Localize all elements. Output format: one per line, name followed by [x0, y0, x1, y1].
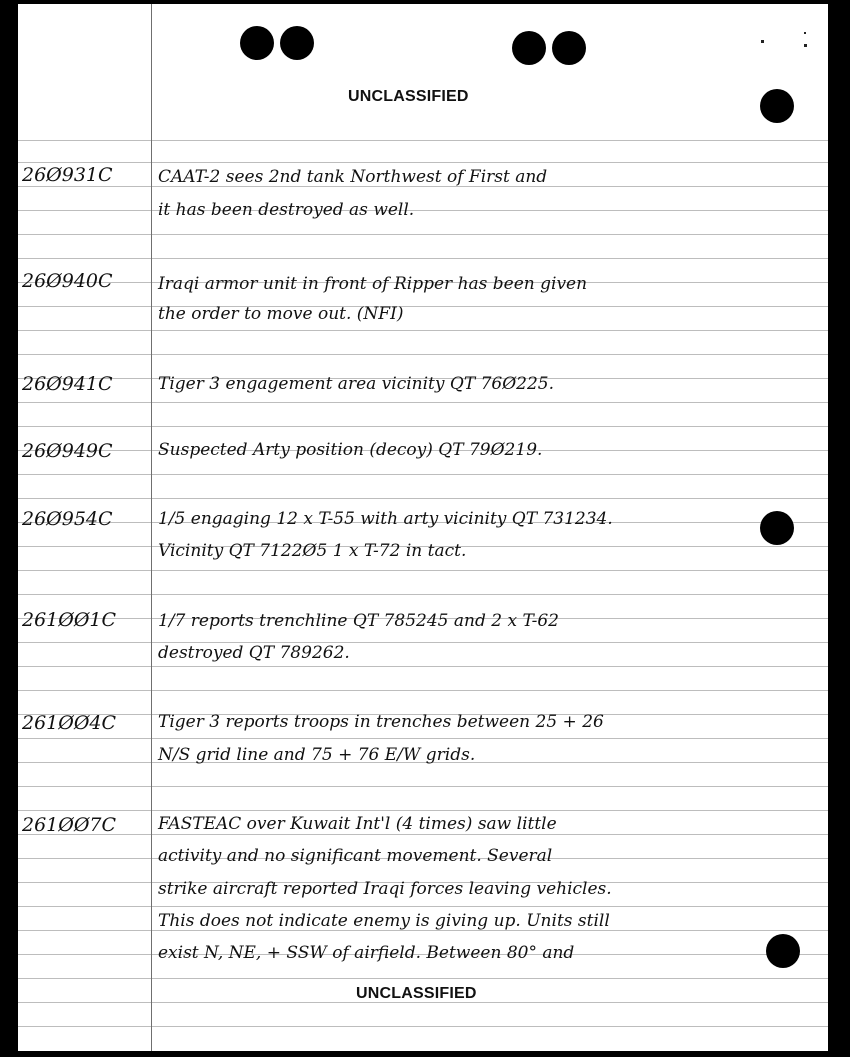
punch-hole — [512, 31, 546, 65]
ruled-line — [18, 140, 828, 141]
entry-time: 26Ø940C — [22, 270, 113, 292]
punch-hole — [766, 934, 800, 968]
ruled-line — [18, 786, 828, 787]
scan-speck — [804, 32, 806, 34]
entry-text-line: Iraqi armor unit in front of Ripper has been given — [158, 274, 588, 294]
scan-speck — [761, 40, 764, 43]
entry-text-line: the order to move out. (NFI) — [158, 304, 404, 324]
ruled-line — [18, 426, 828, 427]
punch-hole — [552, 31, 586, 65]
entry-time: 26Ø931C — [22, 164, 113, 186]
ruled-line — [18, 354, 828, 355]
ruled-line — [18, 906, 828, 907]
notebook-page — [18, 4, 828, 1051]
entry-time: 261ØØ7C — [22, 814, 117, 836]
punch-hole — [760, 511, 794, 545]
entry-time: 26Ø954C — [22, 508, 113, 530]
entry-text-line: This does not indicate enemy is giving up. Units still — [158, 911, 610, 931]
ruled-line — [18, 162, 828, 163]
entry-time: 261ØØ4C — [22, 712, 117, 734]
entry-text-line: N/S grid line and 75 + 76 E/W grids. — [158, 745, 476, 765]
entry-time: 26Ø949C — [22, 440, 113, 462]
ruled-line — [18, 810, 828, 811]
punch-hole — [280, 26, 314, 60]
ruled-line — [18, 834, 828, 835]
ruled-line — [18, 258, 828, 259]
punch-hole — [240, 26, 274, 60]
ruled-line — [18, 498, 828, 499]
ruled-line — [18, 1026, 828, 1027]
ruled-line — [18, 234, 828, 235]
ruled-line — [18, 738, 828, 739]
ruled-line — [18, 330, 828, 331]
ruled-line — [18, 642, 828, 643]
entry-text-line: destroyed QT 789262. — [158, 643, 350, 663]
ruled-line — [18, 210, 828, 211]
scan-edge-mark — [0, 0, 18, 6]
entry-time: 26Ø941C — [22, 373, 113, 395]
header-classification: UNCLASSIFIED — [348, 88, 469, 105]
entry-text-line: CAAT-2 sees 2nd tank Northwest of First and — [158, 167, 548, 187]
entry-text-line: FASTEAC over Kuwait Int'l (4 times) saw little — [158, 814, 557, 834]
entry-text-line: strike aircraft reported Iraqi forces leaving vehicles. — [158, 879, 612, 899]
ruled-line — [18, 306, 828, 307]
entry-text-line: 1/7 reports trenchline QT 785245 and 2 x T-62 — [158, 611, 559, 631]
ruled-line — [18, 594, 828, 595]
ruled-line — [18, 666, 828, 667]
entry-text-line: Tiger 3 reports troops in trenches between 25 + 26 — [158, 712, 604, 732]
entry-text-line: Suspected Arty position (decoy) QT 79Ø219. — [158, 440, 543, 460]
footer-classification: UNCLASSIFIED — [356, 985, 477, 1002]
entry-text-line: Tiger 3 engagement area vicinity QT 76Ø225. — [158, 374, 554, 394]
punch-hole — [760, 89, 794, 123]
margin-line — [151, 4, 152, 1051]
ruled-line — [18, 978, 828, 979]
ruled-line — [18, 474, 828, 475]
entry-text-line: exist N, NE, + SSW of airfield. Between 80° and — [158, 943, 575, 963]
ruled-line — [18, 402, 828, 403]
ruled-line — [18, 570, 828, 571]
ruled-line — [18, 690, 828, 691]
entry-text-line: activity and no significant movement. Several — [158, 846, 553, 866]
entry-text-line: it has been destroyed as well. — [158, 200, 415, 220]
scan-speck — [804, 44, 807, 47]
entry-time: 261ØØ1C — [22, 609, 117, 631]
entry-text-line: Vicinity QT 7122Ø5 1 x T-72 in tact. — [158, 541, 467, 561]
entry-text-line: 1/5 engaging 12 x T-55 with arty vicinity QT 731234. — [158, 509, 613, 529]
